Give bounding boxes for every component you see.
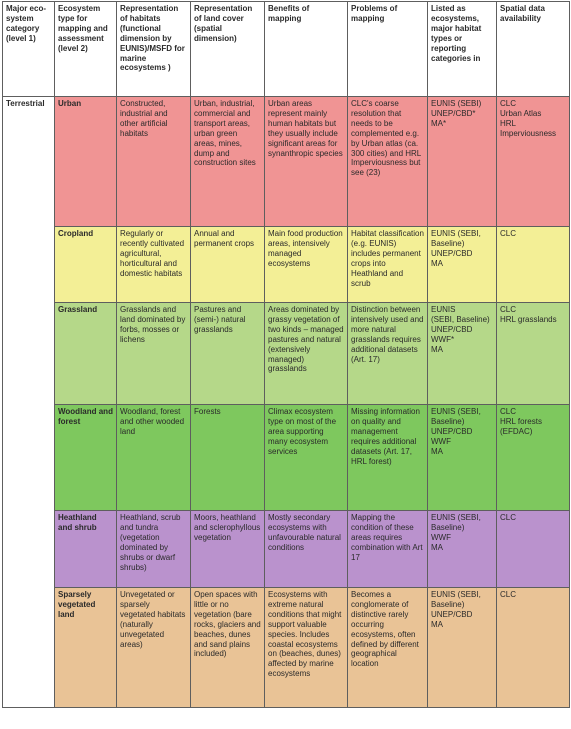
benefits-cell: Climax ecosystem type on most of the area supporting many ecosystem services (265, 405, 348, 511)
benefits-cell: Areas dominated by grassy vegetation of two kinds – managed pastures and natural (extensively managed) grasslands (265, 303, 348, 405)
spatial-cell (497, 227, 570, 303)
land-cover-cell: Annual and permanent crops (191, 227, 265, 303)
listed-item: UNEP/CBD (431, 324, 473, 334)
spatial-item: CLC (500, 590, 517, 599)
listed-item: Baseline) (431, 238, 465, 248)
table-row (3, 511, 570, 588)
spatial-cell (497, 97, 570, 227)
table-row (3, 405, 570, 511)
ecosystem-type: Sparsely vegetated land (55, 588, 117, 708)
spatial-item: CLC (500, 513, 517, 522)
problems-cell: CLC's coarse resolution that needs to be complemented e.g. by Urban atlas (ca. 300 cities) and HRL Imperviousness but see (23) (348, 97, 428, 227)
ecosystem-type: Woodland and forest (55, 405, 117, 511)
spatial-item: Urban Atlas (500, 108, 542, 118)
listed-item: UNEP/CBD (431, 609, 473, 619)
header-benefits: Benefits of mapping (265, 2, 348, 97)
header-problems: Problems of mapping (348, 2, 428, 97)
header-land-cover: Representation of land cover (spatial dimension) (191, 2, 265, 97)
spatial-cell (497, 303, 570, 405)
listed-item: UNEP/CBD (431, 426, 473, 436)
listed-item: Baseline) (431, 416, 465, 426)
spatial-item: HRL forests (500, 416, 542, 426)
spatial-cell (497, 405, 570, 511)
spatial-item: CLC (500, 229, 517, 238)
listed-item: MA* (431, 118, 447, 128)
listed-cell (428, 227, 497, 303)
header-habitats: Representation of habitats (functional dimension by EUNIS)/MSFD for marine ecosystems ) (117, 2, 191, 97)
spatial-item: HRL (500, 118, 517, 128)
habitats-cell: Grasslands and land dominated by forbs, mosses or lichens (117, 303, 191, 405)
habitats-cell: Constructed, industrial and other artificial habitats (117, 97, 191, 227)
listed-item: EUNIS (SEBI, (431, 513, 481, 522)
listed-item: WWF (431, 436, 451, 446)
ecosystem-type: Urban (55, 97, 117, 227)
category-cell: Terrestrial (3, 97, 55, 708)
listed-item: MA (431, 344, 443, 354)
ecosystem-table (2, 1, 570, 708)
habitats-cell: Regularly or recently cultivated agricultural, horticultural and domestic habitats (117, 227, 191, 303)
spatial-cell (497, 588, 570, 708)
table-header (3, 2, 570, 97)
spatial-item: HRL grasslands (500, 314, 557, 324)
listed-item: MA (431, 258, 443, 268)
land-cover-cell: Open spaces with little or no vegetation (bare rocks, glaciers and beaches, dunes and sand plains included) (191, 588, 265, 708)
spatial-cell (497, 511, 570, 588)
header-spatial: Spatial data availability (497, 2, 570, 97)
benefits-cell: Urban areas represent mainly human habitats but they usually include significant areas for synanthropic species (265, 97, 348, 227)
land-cover-cell: Urban, industrial, commercial and transport areas, urban green areas, mines, dump and construction sites (191, 97, 265, 227)
listed-item: EUNIS (SEBI, (431, 229, 481, 238)
listed-item: UNEP/CBD (431, 248, 473, 258)
table-row (3, 227, 570, 303)
ecosystem-type: Cropland (55, 227, 117, 303)
listed-item: MA (431, 542, 443, 552)
listed-item: EUNIS (SEBI, (431, 407, 481, 416)
problems-cell: Missing information on quality and management requires additional datasets (Art. 17, HRL forest) (348, 405, 428, 511)
problems-cell: Distinction between intensively used and more natural grasslands requires additional datasets (Art. 17) (348, 303, 428, 405)
header-level1: Major eco-system category (level 1) (3, 2, 55, 97)
listed-item: Baseline) (431, 522, 465, 532)
listed-cell (428, 405, 497, 511)
listed-item: WWF (431, 532, 451, 542)
table-row (3, 303, 570, 405)
benefits-cell: Ecosystems with extreme natural conditions that might support valuable species. Includes coastal ecosystems on (beaches, dunes) affected by marine ecosystems (265, 588, 348, 708)
problems-cell: Mapping the condition of these areas requires combination with Art 17 (348, 511, 428, 588)
listed-item: Baseline) (431, 599, 465, 609)
benefits-cell: Mostly secondary ecosystems with unfavourable natural conditions (265, 511, 348, 588)
table-row (3, 97, 570, 227)
problems-cell: Habitat classification (e.g. EUNIS) includes permanent crops into Heathland and scrub (348, 227, 428, 303)
header-level2: Ecosystem type for mapping and assessment (level 2) (55, 2, 117, 97)
listed-cell (428, 588, 497, 708)
ecosystem-type: Grassland (55, 303, 117, 405)
problems-cell: Becomes a conglomerate of distinctive rarely occurring ecosystems, often defined by different geographical location (348, 588, 428, 708)
land-cover-cell: Forests (191, 405, 265, 511)
listed-cell (428, 97, 497, 227)
listed-cell (428, 511, 497, 588)
spatial-item: (EFDAC) (500, 426, 533, 436)
listed-item: WWF* (431, 334, 455, 344)
table-row (3, 588, 570, 708)
listed-cell (428, 303, 497, 405)
habitats-cell: Unvegetated or sparsely vegetated habitats (naturally unvegetated areas) (117, 588, 191, 708)
spatial-item: CLC (500, 305, 517, 314)
ecosystem-type: Heathland and shrub (55, 511, 117, 588)
spatial-item: CLC (500, 407, 517, 416)
listed-item: (SEBI, Baseline) (431, 314, 490, 324)
listed-item: MA (431, 446, 443, 456)
header-listed: Listed as ecosystems, major habitat types or reporting categories in (428, 2, 497, 97)
habitats-cell: Heathland, scrub and tundra (vegetation dominated by shrubs or dwarf shrubs) (117, 511, 191, 588)
spatial-item: CLC (500, 99, 517, 108)
listed-item: MA (431, 619, 443, 629)
spatial-item: Imperviousness (500, 128, 557, 138)
listed-item: UNEP/CBD* (431, 108, 476, 118)
habitats-cell: Woodland, forest and other wooded land (117, 405, 191, 511)
listed-item: EUNIS (SEBI) (431, 99, 482, 108)
land-cover-cell: Pastures and (semi-) natural grasslands (191, 303, 265, 405)
benefits-cell: Main food production areas, intensively managed ecosystems (265, 227, 348, 303)
land-cover-cell: Moors, heathland and sclerophyllous vegetation (191, 511, 265, 588)
listed-item: EUNIS (SEBI, (431, 590, 481, 599)
listed-item: EUNIS (431, 305, 456, 314)
